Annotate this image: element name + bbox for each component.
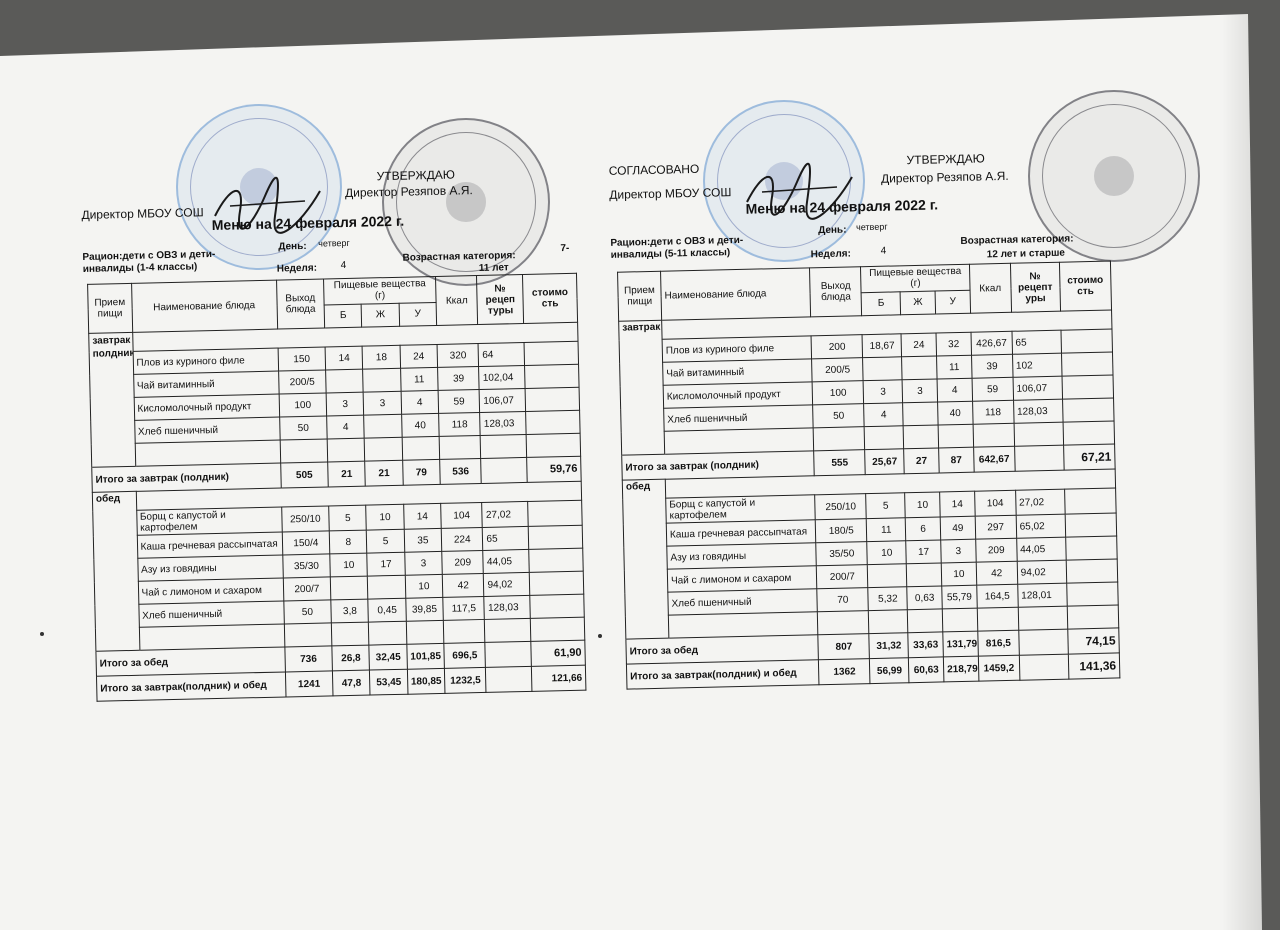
dish-recipe: 94,02: [484, 572, 530, 596]
day-label: День:: [818, 224, 847, 237]
dish-fat: 3: [902, 379, 937, 403]
total-protein: 25,67: [865, 449, 904, 475]
total-label: Итого за завтрак(полдник) и обед: [96, 672, 285, 701]
dish-recipe: 65: [1012, 330, 1062, 354]
approver-name: Директор Резяпов А.Я.: [880, 168, 1009, 186]
dish-name: Каша гречневая рассыпчатая: [666, 520, 816, 546]
total-label: Итого за завтрак(полдник) и обед: [626, 660, 819, 689]
dish-cost: [1064, 488, 1116, 514]
total-output: 1241: [285, 671, 333, 697]
dish-cost: [524, 341, 578, 365]
total-label: Итого за обед: [96, 647, 285, 676]
total-label: Итого за обед: [626, 635, 819, 664]
dish-kcal: 104: [441, 502, 483, 528]
dish-carbs: 32: [936, 332, 971, 356]
dish-cost: [525, 364, 579, 388]
approve-heading: УТВЕРЖДАЮ: [906, 151, 985, 168]
dish-carbs: 55,79: [942, 585, 977, 609]
dish-output: 200: [811, 335, 863, 359]
header-carbs: У: [399, 302, 437, 326]
dish-output: 200/5: [278, 370, 326, 394]
dish-kcal: 42: [442, 573, 484, 597]
dish-output: 250/10: [815, 494, 867, 520]
dish-name: Борщ с капустой и картофелем: [136, 507, 282, 535]
dish-kcal: 42: [976, 561, 1017, 585]
week-value: 4: [880, 245, 887, 257]
dish-protein: 5: [329, 505, 367, 531]
dish-name: Каша гречневая рассыпчатая: [137, 532, 283, 558]
dish-kcal: 224: [441, 527, 483, 551]
total-output: 1362: [819, 659, 871, 685]
total-protein: 21: [328, 461, 366, 487]
dish-protein: 11: [867, 518, 906, 542]
dish-output: 180/5: [815, 519, 867, 543]
dish-name: Азу из говядины: [667, 543, 817, 569]
header-kcal: Ккал: [969, 263, 1011, 313]
ration-label: Рацион:дети с ОВЗ и дети-инвалиды (5-11 классы): [610, 234, 744, 261]
dish-output: 35/50: [816, 542, 868, 566]
dish-output: 150/4: [282, 531, 330, 555]
dish-carbs: 10: [405, 574, 443, 598]
dish-recipe: 94,02: [1017, 560, 1067, 584]
dish-carbs: 49: [940, 516, 975, 540]
total-fat: 33,63: [908, 632, 943, 658]
total-carbs: 131,79: [943, 631, 978, 657]
week-label: Неделя:: [276, 262, 318, 275]
header-dish: Наименование блюда: [131, 280, 277, 332]
dish-name: Кисломолочный продукт: [134, 394, 280, 420]
dish-recipe: 102: [1012, 353, 1062, 377]
age-label: Возрастная категория:: [960, 233, 1074, 247]
dish-fat: 18: [363, 345, 401, 369]
dish-fat: 17: [367, 552, 405, 576]
dish-recipe: 44,05: [1016, 537, 1066, 561]
total-cost: 59,76: [527, 456, 581, 482]
dish-protein: [863, 357, 902, 381]
dish-kcal: 59: [972, 377, 1013, 401]
dish-recipe: 128,03: [480, 411, 526, 435]
header-output: Выход блюда: [810, 267, 862, 317]
total-cost: 67,21: [1063, 444, 1115, 470]
total-output: 736: [284, 646, 332, 672]
dish-fat: 3: [364, 391, 402, 415]
dish-kcal: 39: [971, 354, 1012, 378]
section-label: завтрак: [622, 321, 661, 334]
director-label: Директор МБОУ СОШ: [81, 205, 204, 222]
dish-output: 50: [283, 600, 331, 624]
day-value: четверг: [855, 221, 888, 233]
dish-kcal: 39: [438, 367, 480, 391]
total-label: Итого за завтрак (полдник): [92, 463, 281, 492]
section-breakfast: [619, 320, 665, 455]
speck: [598, 634, 602, 638]
section-label: завтрак: [92, 334, 131, 347]
section-breakfast: [89, 332, 136, 467]
dish-fat: [364, 414, 402, 438]
director-label: Директор МБОУ СОШ: [609, 185, 732, 202]
dish-carbs: 3: [404, 551, 442, 575]
dish-protein: [330, 576, 368, 600]
dish-kcal: 426,67: [971, 331, 1012, 355]
dish-recipe: 102,04: [479, 365, 525, 389]
age-label: Возрастная категория:: [402, 250, 516, 264]
age-value: 12 лет и старше: [986, 247, 1066, 261]
dish-cost: [1065, 536, 1117, 560]
total-protein: 26,8: [332, 645, 370, 671]
total-fat: 60,63: [909, 657, 944, 683]
dish-carbs: 14: [403, 503, 441, 529]
dish-protein: 10: [867, 541, 906, 565]
header-carbs: У: [935, 290, 970, 314]
dish-carbs: 14: [940, 491, 975, 517]
section-lunch: [92, 491, 139, 651]
dish-fat: 0,45: [368, 598, 406, 622]
dish-output: 200/5: [812, 358, 864, 382]
total-output: 505: [280, 462, 328, 488]
dish-fat: 6: [905, 517, 940, 541]
dish-protein: 8: [329, 530, 367, 554]
dish-recipe: 106,07: [1013, 376, 1063, 400]
dish-protein: 10: [330, 553, 368, 577]
dish-name: Хлеб пшеничный: [664, 405, 814, 431]
dish-output: 70: [817, 588, 869, 612]
dish-kcal: 117,5: [443, 596, 485, 620]
dish-carbs: 35: [404, 528, 442, 552]
total-fat: 27: [904, 448, 939, 474]
dish-recipe: 64: [479, 342, 525, 366]
dish-output: 200/7: [817, 565, 869, 589]
dish-kcal: 320: [437, 344, 479, 368]
dish-name: Плов из куриного филе: [662, 336, 812, 362]
dish-carbs: 4: [401, 390, 439, 414]
header-nutrients: Пищевые вещества (г): [324, 276, 436, 304]
dish-name: Плов из куриного филе: [133, 348, 279, 374]
dish-fat: 24: [901, 333, 936, 357]
dish-recipe: 65,02: [1016, 514, 1066, 538]
dish-protein: 5: [866, 493, 905, 519]
approve-heading: УТВЕРЖДАЮ: [376, 167, 456, 184]
ration-label: Рацион:дети с ОВЗ и дети-инвалиды (1-4 классы): [82, 248, 216, 275]
dish-cost: [1062, 398, 1114, 422]
dish-kcal: 59: [438, 389, 480, 413]
total-kcal: 816,5: [978, 630, 1019, 656]
dish-output: 35/30: [282, 554, 330, 578]
dish-output: 100: [812, 381, 864, 405]
dish-recipe: 128,03: [484, 595, 530, 619]
age-value-2: 11 лет: [478, 262, 509, 274]
dish-fat: [368, 575, 406, 599]
dish-protein: [326, 369, 364, 393]
dish-recipe: 128,03: [1013, 399, 1063, 423]
dish-name: Азу из говядины: [137, 555, 283, 581]
dish-output: 50: [813, 404, 865, 428]
dish-name: Чай витаминный: [133, 371, 279, 397]
dish-recipe: 106,07: [480, 388, 526, 412]
section-label: полдник: [92, 347, 135, 360]
header-kcal: Ккал: [436, 276, 479, 326]
total-fat: 53,45: [370, 669, 408, 695]
dish-cost: [525, 387, 579, 411]
dish-name: Хлеб пшеничный: [138, 601, 284, 627]
dish-name: Хлеб пшеничный: [134, 417, 280, 443]
dish-fat: [363, 368, 401, 392]
day-value: четверг: [318, 237, 350, 249]
dish-protein: 18,67: [862, 334, 901, 358]
dish-carbs: 40: [401, 413, 439, 437]
header-meal: Прием пищи: [88, 283, 133, 333]
dish-fat: 17: [906, 540, 941, 564]
total-kcal: 1459,2: [978, 655, 1019, 681]
total-kcal: 1232,5: [444, 667, 486, 693]
dish-recipe: 27,02: [482, 501, 528, 527]
header-meal: Прием пищи: [618, 271, 662, 321]
menu-sheet-left: [80, 137, 594, 768]
header-fat: Ж: [362, 303, 400, 327]
dish-name: Чай витаминный: [663, 359, 813, 385]
menu-table-left: [87, 273, 586, 702]
header-output: Выход блюда: [276, 279, 325, 329]
dish-cost: [529, 571, 583, 595]
total-carbs: 180,85: [407, 668, 445, 694]
total-kcal: 536: [440, 458, 482, 484]
dish-recipe: 65: [483, 526, 529, 550]
header-protein: Б: [324, 304, 362, 328]
total-cost: 74,15: [1068, 628, 1120, 654]
dish-fat: [906, 563, 941, 587]
dish-output: 50: [279, 416, 327, 440]
dish-kcal: 164,5: [977, 584, 1018, 608]
header-protein: Б: [861, 291, 900, 315]
dish-output: 250/10: [281, 506, 329, 532]
dish-kcal: 118: [972, 400, 1013, 424]
total-protein: 47,8: [333, 670, 371, 696]
dish-protein: 14: [325, 346, 363, 370]
age-value-1: 7-: [560, 242, 570, 255]
total-carbs: 79: [402, 459, 440, 485]
dish-cost: [1062, 375, 1114, 399]
section-label: обед: [95, 493, 121, 505]
total-cost: 121,66: [531, 665, 585, 691]
total-output: 555: [814, 450, 866, 476]
total-cost: 141,36: [1068, 653, 1120, 679]
dish-cost: [528, 500, 582, 526]
dish-name: Хлеб пшеничный: [668, 589, 818, 615]
dish-carbs: 3: [941, 539, 976, 563]
dish-output: 150: [278, 347, 326, 371]
dish-carbs: 11: [400, 367, 438, 391]
dish-name: Чай с лимоном и сахаром: [667, 566, 817, 592]
menu-sheet-right: [604, 126, 1138, 758]
week-label: Неделя:: [810, 248, 852, 261]
menu-table-right: [617, 261, 1120, 690]
section-lunch: [622, 479, 669, 639]
total-carbs: 218,79: [943, 656, 978, 682]
total-protein: 56,99: [870, 658, 909, 684]
dish-cost: [528, 525, 582, 549]
dish-fat: [903, 402, 938, 426]
dish-cost: [526, 410, 580, 434]
approver-name: Директор Резяпов А.Я.: [344, 183, 473, 200]
dish-output: 200/7: [283, 577, 331, 601]
dish-fat: 10: [905, 492, 940, 518]
total-cost: 61,90: [531, 640, 585, 666]
total-kcal: 642,67: [973, 446, 1014, 472]
dish-cost: [1061, 329, 1113, 353]
dish-protein: 3: [863, 380, 902, 404]
total-output: 807: [818, 634, 870, 660]
dish-kcal: 118: [439, 412, 481, 436]
dish-cost: [1065, 513, 1117, 537]
section-label: обед: [625, 481, 651, 493]
week-value: 4: [340, 259, 347, 272]
menu-title: Меню на 24 февраля 2022 г.: [211, 212, 405, 234]
dish-cost: [1066, 559, 1118, 583]
dish-output: 100: [279, 393, 327, 417]
dish-carbs: 24: [400, 344, 438, 368]
menu-title: Меню на 24 февраля 2022 г.: [745, 196, 939, 217]
dish-recipe: 44,05: [483, 549, 529, 573]
dish-carbs: 11: [937, 355, 972, 379]
agreed-heading: СОГЛАСОВАНО: [608, 161, 700, 178]
dish-kcal: 104: [974, 490, 1015, 516]
speck: [40, 632, 44, 636]
header-nutrients: Пищевые вещества (г): [861, 264, 970, 292]
dish-kcal: 297: [975, 515, 1016, 539]
dish-kcal: 209: [976, 538, 1017, 562]
day-label: День:: [278, 240, 307, 253]
total-carbs: 87: [939, 447, 974, 473]
dish-protein: 3,8: [331, 599, 369, 623]
dish-fat: 10: [366, 504, 404, 530]
header-cost: стоимо сть: [1059, 261, 1111, 311]
dish-fat: 5: [367, 529, 405, 553]
dish-carbs: 10: [941, 562, 976, 586]
total-fat: 32,45: [369, 644, 407, 670]
dish-name: Борщ с капустой и картофелем: [666, 495, 816, 523]
dish-protein: 4: [327, 415, 365, 439]
total-carbs: 101,85: [407, 643, 445, 669]
header-cost: стоимо сть: [523, 273, 578, 323]
dish-protein: 4: [864, 403, 903, 427]
dish-name: Чай с лимоном и сахаром: [138, 578, 284, 604]
dish-protein: [868, 564, 907, 588]
dish-cost: [529, 548, 583, 572]
dish-protein: 3: [326, 392, 364, 416]
dish-recipe: 128,01: [1017, 583, 1067, 607]
total-kcal: 696,5: [444, 642, 486, 668]
dish-carbs: 4: [937, 378, 972, 402]
dish-kcal: 209: [442, 550, 484, 574]
total-protein: 31,32: [869, 633, 908, 659]
header-fat: Ж: [900, 291, 935, 315]
total-fat: 21: [365, 460, 403, 486]
dish-cost: [1067, 582, 1119, 606]
dish-name: Кисломолочный продукт: [663, 382, 813, 408]
dish-carbs: 40: [938, 401, 973, 425]
dish-recipe: 27,02: [1015, 489, 1065, 515]
header-recipe: № рецепт уры: [1010, 262, 1060, 312]
dish-carbs: 39,85: [406, 597, 444, 621]
dish-fat: 0,63: [907, 586, 942, 610]
dish-cost: [530, 594, 584, 618]
header-dish: Наименование блюда: [660, 268, 810, 320]
dish-cost: [1061, 352, 1113, 376]
header-recipe: № рецеп туры: [477, 274, 524, 324]
dish-fat: [902, 356, 937, 380]
dish-protein: 5,32: [868, 587, 907, 611]
total-label: Итого за завтрак (полдник): [622, 451, 815, 480]
